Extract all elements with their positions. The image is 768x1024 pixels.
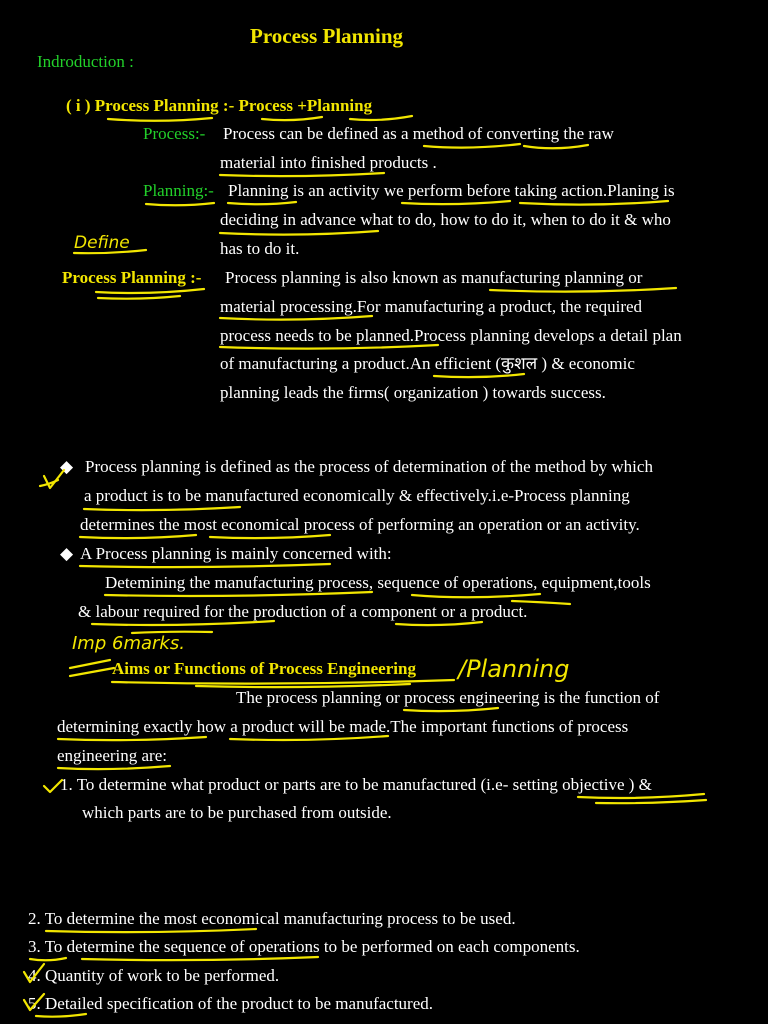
- aims-item-3: 3. To determine the sequence of operations to be performed on each components.: [28, 937, 580, 956]
- planning-line-1: Planning is an activity we perform before taking action.Planing is: [228, 181, 675, 200]
- underline-stroke: [220, 231, 378, 235]
- handwritten-define: Define: [74, 233, 130, 253]
- planning-line-3: has to do it.: [220, 239, 300, 258]
- aims-intro-2: determining exactly how a product will be made.The important functions of process: [57, 717, 629, 736]
- bullet1-line-2: a product is to be manufactured economically & effectively.i.e-Process planning: [84, 486, 630, 505]
- underline-stroke: [402, 201, 510, 204]
- underline-stroke: [80, 564, 330, 567]
- pp-line-4: of manufacturing a product.An efficient (कुशल ) & economic: [220, 354, 635, 373]
- bullet2-sub-2: & labour required for the production of a component or a product.: [78, 602, 528, 621]
- pp-line-3: process needs to be planned.Process planning develops a detail plan: [220, 326, 682, 345]
- underline-stroke: [82, 957, 318, 960]
- underline-stroke: [98, 296, 180, 299]
- underline-stroke: [262, 117, 322, 120]
- aims-intro-3: engineering are:: [57, 746, 167, 765]
- pp-line-2: material processing.For manufacturing a product, the required: [220, 297, 643, 316]
- underline-stroke: [84, 507, 240, 510]
- underline-stroke: [350, 116, 412, 120]
- process-planning-label: Process Planning :-: [62, 268, 202, 287]
- underline-stroke: [46, 929, 256, 932]
- underline-stroke: [96, 289, 204, 293]
- underline-stroke: [524, 145, 588, 148]
- aims-heading: Aims or Functions of Process Engineering: [112, 659, 416, 678]
- aims-intro-1: The process planning or process engineering is the function of: [236, 688, 660, 707]
- aims-item-4: 4. Quantity of work to be performed.: [28, 966, 280, 985]
- pp-line-1: Process planning is also known as manufacturing planning or: [225, 268, 643, 287]
- aims-item-2: 2. To determine the most economical manufacturing process to be used.: [28, 909, 516, 928]
- planning-label: Planning:-: [143, 181, 214, 200]
- underline-stroke: [424, 144, 520, 148]
- process-label: Process:-: [143, 124, 206, 143]
- intro-heading: Indroduction :: [37, 52, 134, 71]
- bullet2-sub-1: Detemining the manufacturing process, sequence of operations, equipment,tools: [105, 573, 651, 592]
- underline-stroke: [396, 622, 482, 625]
- underline-stroke: [70, 660, 110, 668]
- underline-stroke: [30, 958, 66, 960]
- bullet1-line-1: Process planning is defined as the process of determination of the method by which: [85, 457, 653, 476]
- underline-stroke: [70, 668, 114, 676]
- aims-item-5: 5. Detailed specification of the product to be manufactured.: [28, 994, 434, 1013]
- tick-mark-icon: [40, 480, 58, 486]
- underline-stroke: [520, 201, 668, 205]
- underline-stroke: [596, 800, 706, 803]
- handwritten-imp-6marks: Imp 6marks.: [72, 633, 185, 654]
- pp-line-5: planning leads the firms( organization ) towards success.: [220, 383, 606, 402]
- underline-stroke: [80, 535, 196, 538]
- underline-stroke: [228, 202, 296, 204]
- aims-item-1: 1. To determine what product or parts are to be manufactured (i.e- setting objective ) &: [60, 775, 652, 794]
- bullet2-line: A Process planning is mainly concerned with:: [80, 544, 392, 563]
- underline-stroke: [108, 118, 212, 121]
- underline-stroke: [404, 708, 498, 711]
- underline-stroke: [220, 173, 384, 176]
- planning-line-2: deciding in advance what to do, how to do it, when to do it & who: [220, 210, 671, 229]
- diamond-bullet-icon: ◆: [60, 457, 74, 476]
- underline-stroke: [434, 374, 524, 377]
- aims-item-1-cont: which parts are to be purchased from outside.: [82, 803, 392, 822]
- diamond-bullet-icon: ◆: [60, 544, 74, 563]
- underline-stroke: [36, 1014, 86, 1017]
- underline-stroke: [58, 766, 170, 769]
- page-title: Process Planning: [250, 24, 404, 48]
- underline-stroke: [196, 684, 410, 687]
- section1-heading: ( i ) Process Planning :- Process +Planning: [66, 96, 373, 115]
- underline-stroke: [146, 203, 214, 205]
- underline-stroke: [490, 288, 676, 292]
- process-line-1: Process can be defined as a method of converting the raw: [223, 124, 614, 143]
- process-line-2: material into finished products .: [220, 153, 437, 172]
- underline-stroke: [210, 535, 330, 538]
- handwritten-planning: /Planning: [458, 655, 570, 683]
- underline-stroke: [112, 680, 454, 684]
- underline-stroke: [58, 737, 206, 740]
- bullet1-line-3: determines the most economical process of performing an operation or an activity.: [80, 515, 640, 534]
- underline-stroke: [412, 594, 540, 597]
